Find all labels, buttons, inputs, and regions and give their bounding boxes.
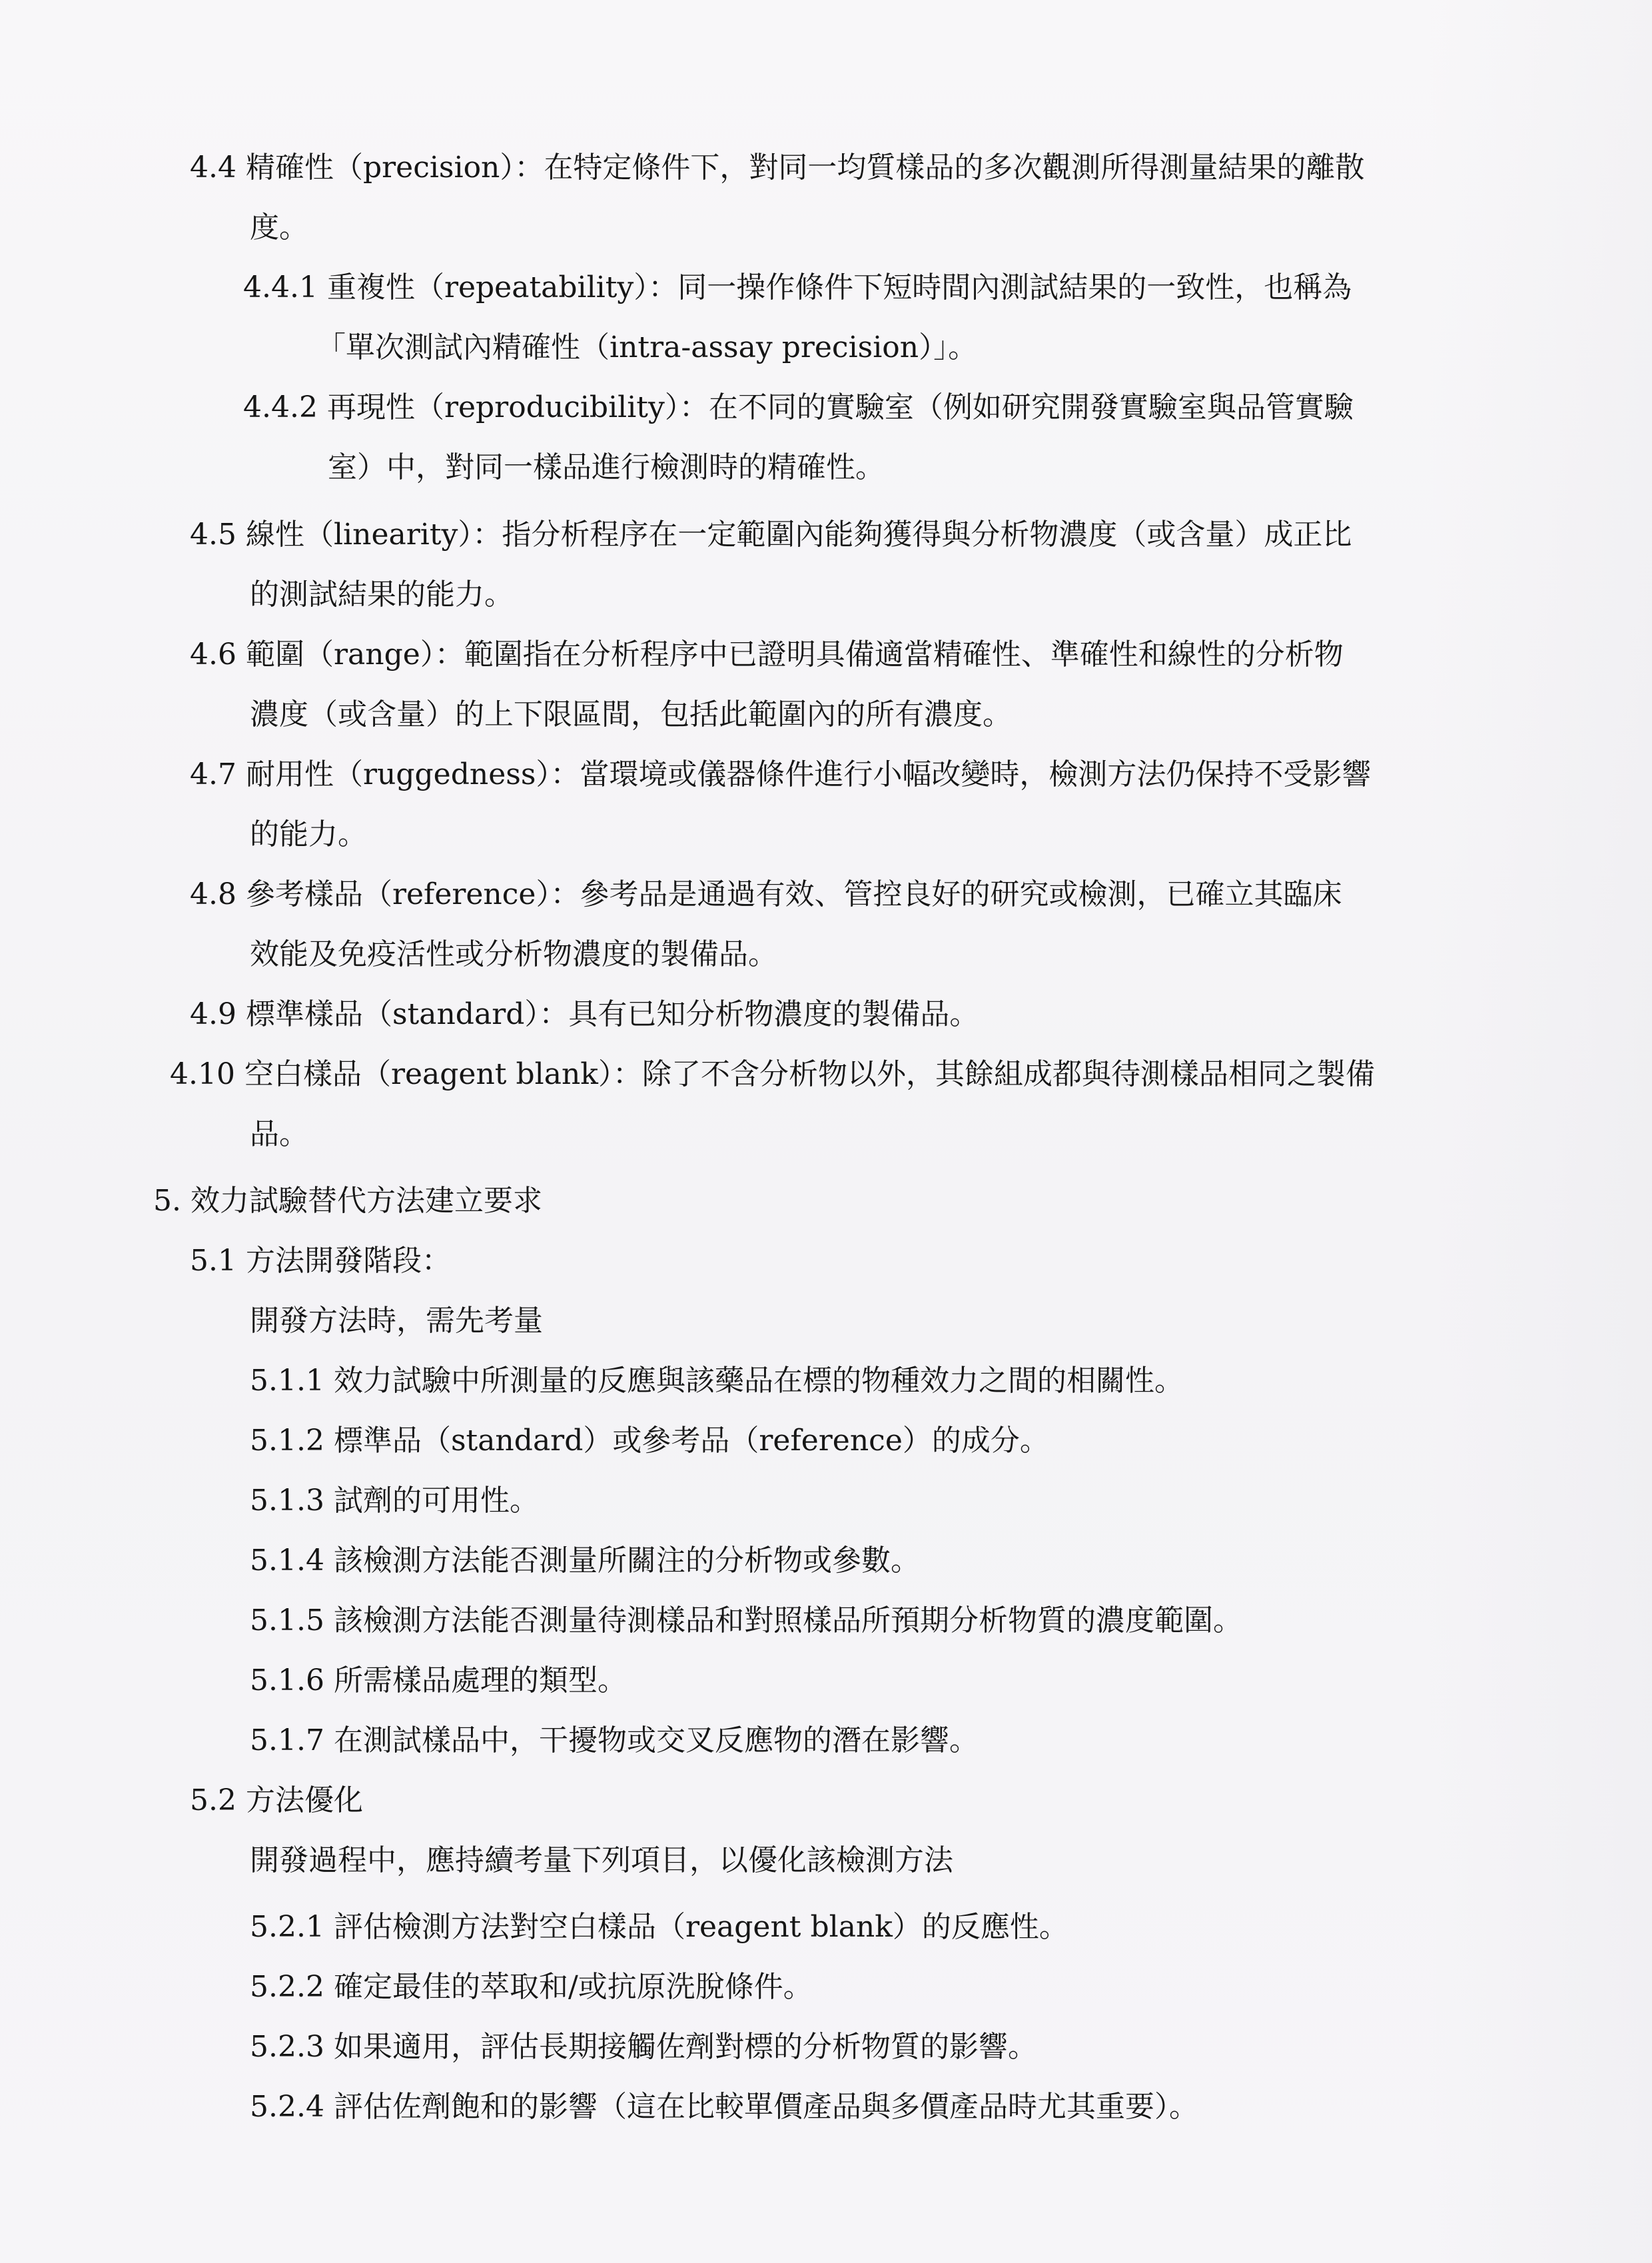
- item-5-1-intro: 開發方法時，需先考量: [250, 1304, 543, 1338]
- item-4-7-line-1: 4.7 耐用性（ruggedness）：當環境或儀器條件進行小幅改變時，檢測方法仍保持不受影響: [190, 757, 1372, 791]
- item-5-1-heading: 5.1 方法開發階段：: [190, 1244, 451, 1278]
- item-4-8-line-2: 效能及免疫活性或分析物濃度的製備品。: [250, 937, 777, 971]
- item-5-2-intro: 開發過程中，應持續考量下列項目，以優化該檢測方法: [250, 1843, 953, 1877]
- item-4-4-line-1: 4.4 精確性（precision）：在特定條件下，對同一均質樣品的多次觀測所得測量結果的離散: [190, 151, 1365, 185]
- item-4-5-line-1: 4.5 線性（linearity）：指分析程序在一定範圍內能夠獲得與分析物濃度（或含量）成正比: [190, 518, 1352, 552]
- item-4-8-line-1: 4.8 參考樣品（reference）：參考品是通過有效、管控良好的研究或檢測，已確立其臨床: [190, 877, 1342, 911]
- item-4-5-line-2: 的測試結果的能力。: [250, 578, 514, 612]
- item-4-9: 4.9 標準樣品（standard）：具有已知分析物濃度的製備品。: [190, 997, 979, 1031]
- item-4-6-line-1: 4.6 範圍（range）：範圍指在分析程序中已證明具備適當精確性、準確性和線性的分析物: [190, 638, 1344, 672]
- item-5-1-2: 5.1.2 標準品（standard）或參考品（reference）的成分。: [250, 1424, 1049, 1458]
- item-4-6-line-2: 濃度（或含量）的上下限區間，包括此範圍內的所有濃度。: [250, 697, 1012, 731]
- item-5-2-3: 5.2.3 如果適用，評估長期接觸佐劑對標的分析物質的影響。: [250, 2030, 1037, 2064]
- item-4-7-line-2: 的能力。: [250, 817, 367, 851]
- item-5-2-4: 5.2.4 評估佐劑飽和的影響（這在比較單價產品與多價產品時尤其重要）。: [250, 2090, 1198, 2124]
- item-4-4-2-line-2: 室）中，對同一樣品進行檢測時的精確性。: [328, 450, 885, 484]
- item-4-4-2-line-1: 4.4.2 再現性（reproducibility）：在不同的實驗室（例如研究開發實驗室與品管實驗: [243, 390, 1354, 424]
- item-4-4-1-line-1: 4.4.1 重複性（repeatability）：同一操作條件下短時間內測試結果的一致性，也稱為: [243, 270, 1352, 304]
- item-4-10-line-1: 4.10 空白樣品（reagent blank）：除了不含分析物以外，其餘組成都與待測樣品相同之製備: [170, 1057, 1375, 1091]
- item-5-1-1: 5.1.1 效力試驗中所測量的反應與該藥品在標的物種效力之間的相關性。: [250, 1364, 1184, 1398]
- item-5-2-2: 5.2.2 確定最佳的萃取和/或抗原洗脫條件。: [250, 1970, 813, 2004]
- item-4-10-line-2: 品。: [250, 1117, 308, 1151]
- item-5-2-heading: 5.2 方法優化: [190, 1783, 363, 1817]
- section-5-heading: 5. 效力試驗替代方法建立要求: [153, 1184, 542, 1218]
- item-5-1-3: 5.1.3 試劑的可用性。: [250, 1484, 539, 1518]
- item-5-1-4: 5.1.4 該檢測方法能否測量所關注的分析物或參數。: [250, 1544, 920, 1578]
- item-4-4-1-line-2: 「單次測試內精確性（intra-assay precision）」。: [316, 330, 978, 364]
- item-5-2-1: 5.2.1 評估檢測方法對空白樣品（reagent blank）的反應性。: [250, 1910, 1068, 1944]
- item-5-1-5: 5.1.5 該檢測方法能否測量待測樣品和對照樣品所預期分析物質的濃度範圍。: [250, 1603, 1242, 1637]
- item-4-4-line-2: 度。: [250, 211, 308, 244]
- show-through-shadow: [1426, 0, 1652, 2263]
- item-5-1-7: 5.1.7 在測試樣品中，干擾物或交叉反應物的潛在影響。: [250, 1723, 979, 1757]
- item-5-1-6: 5.1.6 所需樣品處理的類型。: [250, 1663, 627, 1697]
